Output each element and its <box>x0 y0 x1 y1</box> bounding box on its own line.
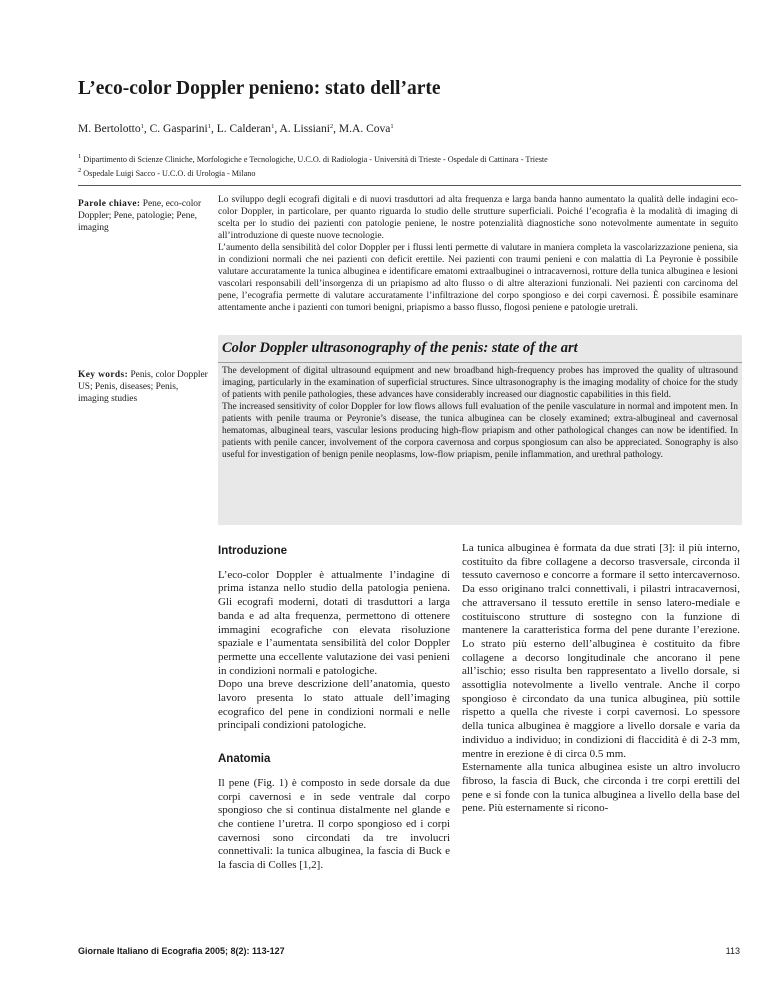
keywords-en <box>78 369 210 405</box>
author: C. Gasparini$^1$, <box>149 123 217 135</box>
abstract-paragraph: The increased sensitivity of color Doppler for low flows allows full evaluation of the penile vasculature in normal and impotent men. In patients with penile trauma or Peyronie’s disease, the tunica albuginea can be closely examined; extra-albugineal and cavernosal hematomas, albugineal tears, vascular lesions producing high-flow priapism and other pathological changes can now be identified. In patients with penile cancer, involvement of the corpora cavernosa and corpus spongiosum can also be appreciated. Sonography is also useful for investigation of benign penile neoplasms, low-flow priapism, penile inflammation, and urethral pathology. <box>222 401 738 460</box>
abstract-paragraph: L’aumento della sensibilità del color Doppler per i flussi lenti permette di valutare in maniera completa la vascolarizzazione peniena, sia in condizioni normali che nei pazienti con deficit erettile. Nei pazienti con traumi penieni e con malattia di La Peyronie è possibile valutare accuratamente la tunica albuginea e identificare ematomi extraalbuginei o intracavernosi, rotture della tunica albuginea e lesioni vascolari responsabili dell’insorgenza di un priapismo ad alto flusso o di altre alterazioni funzionali. Nei pazienti con carcinoma del pene, l’ecografia permette di valutare accuratamente l’infiltrazione del corpo spongioso e dei corpi cavernosi. È possibile esaminare attentamente anche i pazienti con tumori benigni, priapismo a basso flusso, flogosi peniene e patologie uretrali. <box>218 242 738 313</box>
body-paragraph: L’eco-color Doppler è attualmente l’indagine di prima istanza nello studio della patologia peniena. Gli ecografi moderni, dotati di trasduttori a larga banda e ad alta frequenza, permettono di ottenere immagini ecografiche con elevata risoluzione spaziale e l’aumentata sensibilità del color Doppler permette una eccellente valutazione dei vasi penieni in condizioni normali e patologiche. <box>218 568 450 677</box>
section-heading-anatomia: Anatomia <box>218 753 271 766</box>
page-number: 113 <box>725 946 740 956</box>
keywords-label: Key words: <box>78 370 129 380</box>
affiliations <box>78 151 718 179</box>
english-title-divider <box>218 362 742 363</box>
author: A. Lissiani$^2$, <box>279 123 339 135</box>
body-paragraph: Il pene (Fig. 1) è composto in sede dorsale da due corpi cavernosi e in sede ventrale dal corpo spongioso che si continua distalmente nel glande e che contiene l’uretra. Il corpo spongioso ed i corpi cavernosi sono circondati da tre involucri connettivali: la tunica albuginea, la fascia di Buck e la fascia di Colles [1,2]. <box>218 776 450 872</box>
body-column-right <box>462 542 740 816</box>
abstract-english <box>222 366 738 462</box>
body-paragraph: Esternamente alla tunica albuginea esiste un altro involucro fibroso, la fascia di Buck, che circonda i tre corpi erettili del pene e si fonde con la tunica albuginea a livello della base del pene. Più esternamente si ricono- <box>462 761 740 815</box>
english-title: Color Doppler ultrasonography of the penis: state of the art <box>222 340 578 356</box>
header-divider <box>78 185 741 186</box>
section-heading-introduzione: Introduzione <box>218 545 287 557</box>
affiliation: $^2$ Ospedale Luigi Sacco - U.C.O. di Urologia - Milano <box>78 167 256 178</box>
keywords-text: Pene, eco-color Doppler; Pene, patologie; Pene, imaging <box>78 199 202 233</box>
abstract-paragraph: The development of digital ultrasound equipment and new broadband high-frequency probes has improved the quality of ultrasound imaging, particularly in the examination of superficial structures. Since ultrasonography is the imaging modality of choice for the study of patients with penile pathologies, these advances have considerably increased our diagnostic capabilities in this field. <box>222 366 738 400</box>
abstract-italian <box>218 195 738 315</box>
author: M.A. Cova$^1$ <box>338 123 394 135</box>
body-paragraph: Dopo una breve descrizione dell’anatomia, questo lavoro presenta lo stato attuale dell’imaging ecografico del pene in condizioni normali e nelle principali condizioni patologiche. <box>218 678 450 732</box>
body-column-left <box>218 545 450 873</box>
author-list <box>78 123 698 135</box>
author: L. Calderan$^1$, <box>216 123 280 135</box>
keywords-label: Parole chiave: <box>78 199 141 209</box>
article-title: L’eco-color Doppler penieno: stato dell’arte <box>78 78 441 99</box>
keywords-text: Penis, color Doppler US; Penis, diseases; Penis, imaging studies <box>78 370 208 404</box>
abstract-paragraph: Lo sviluppo degli ecografi digitali e di nuovi trasduttori ad alta frequenza e larga banda hanno aumentato la qualità delle indagini eco-color Doppler, in particolare, per quanto riguarda lo studio delle strutture superficiali. Poiché l’ecografia è la modalità di imaging di scelta per lo studio dei pazienti con patologie peniene, le nostre potenzialità diagnostiche sono notevolmente aumentate in seguito all’introduzione di queste nuove tecnologie. <box>218 195 738 241</box>
author: M. Bertolotto$^1$, <box>78 123 150 135</box>
journal-citation: Giornale Italiano di Ecografia 2005; 8(2): 113-127 <box>78 946 285 956</box>
body-paragraph: La tunica albuginea è formata da due strati [3]: il più interno, costituito da fibre collagene a decorso trasversale, circonda il tessuto cavernoso e concorre a formare il setto intercavernoso. Da esso originano tralci connettivali, i pilastri intracavernosi, che attraversano il tessuto erettile in senso latero-mediale e costituiscono strutture di sostegno con la funzione di mantenere la caratteristica forma del pene durante l’erezione. Lo strato più esterno dell’albuginea è costituito da fibre collagene a decorso longitudinale che ancorano il pene all’ischio; esso risulta ben rappresentato a livello dorsale, si assottiglia notevolmente a livello ventrale. Anche il corpo spongioso è circondato da una tunica albuginea, più sottile rispetto a quella che riveste i corpi cavernosi. Lo spessore della tunica albuginea è maggiore a livello dorsale e varia da individuo a individuo; in condizioni di flaccidità è di 2-3 mm, mentre in erezione è di circa 0.5 mm. <box>462 542 740 760</box>
keywords-it <box>78 198 210 234</box>
affiliation: $^1$ Dipartimento di Scienze Cliniche, Morfologiche e Tecnologiche, U.C.O. di Radiologia - Università di Trieste - Ospedale di Cattinara - Trieste <box>78 153 548 164</box>
